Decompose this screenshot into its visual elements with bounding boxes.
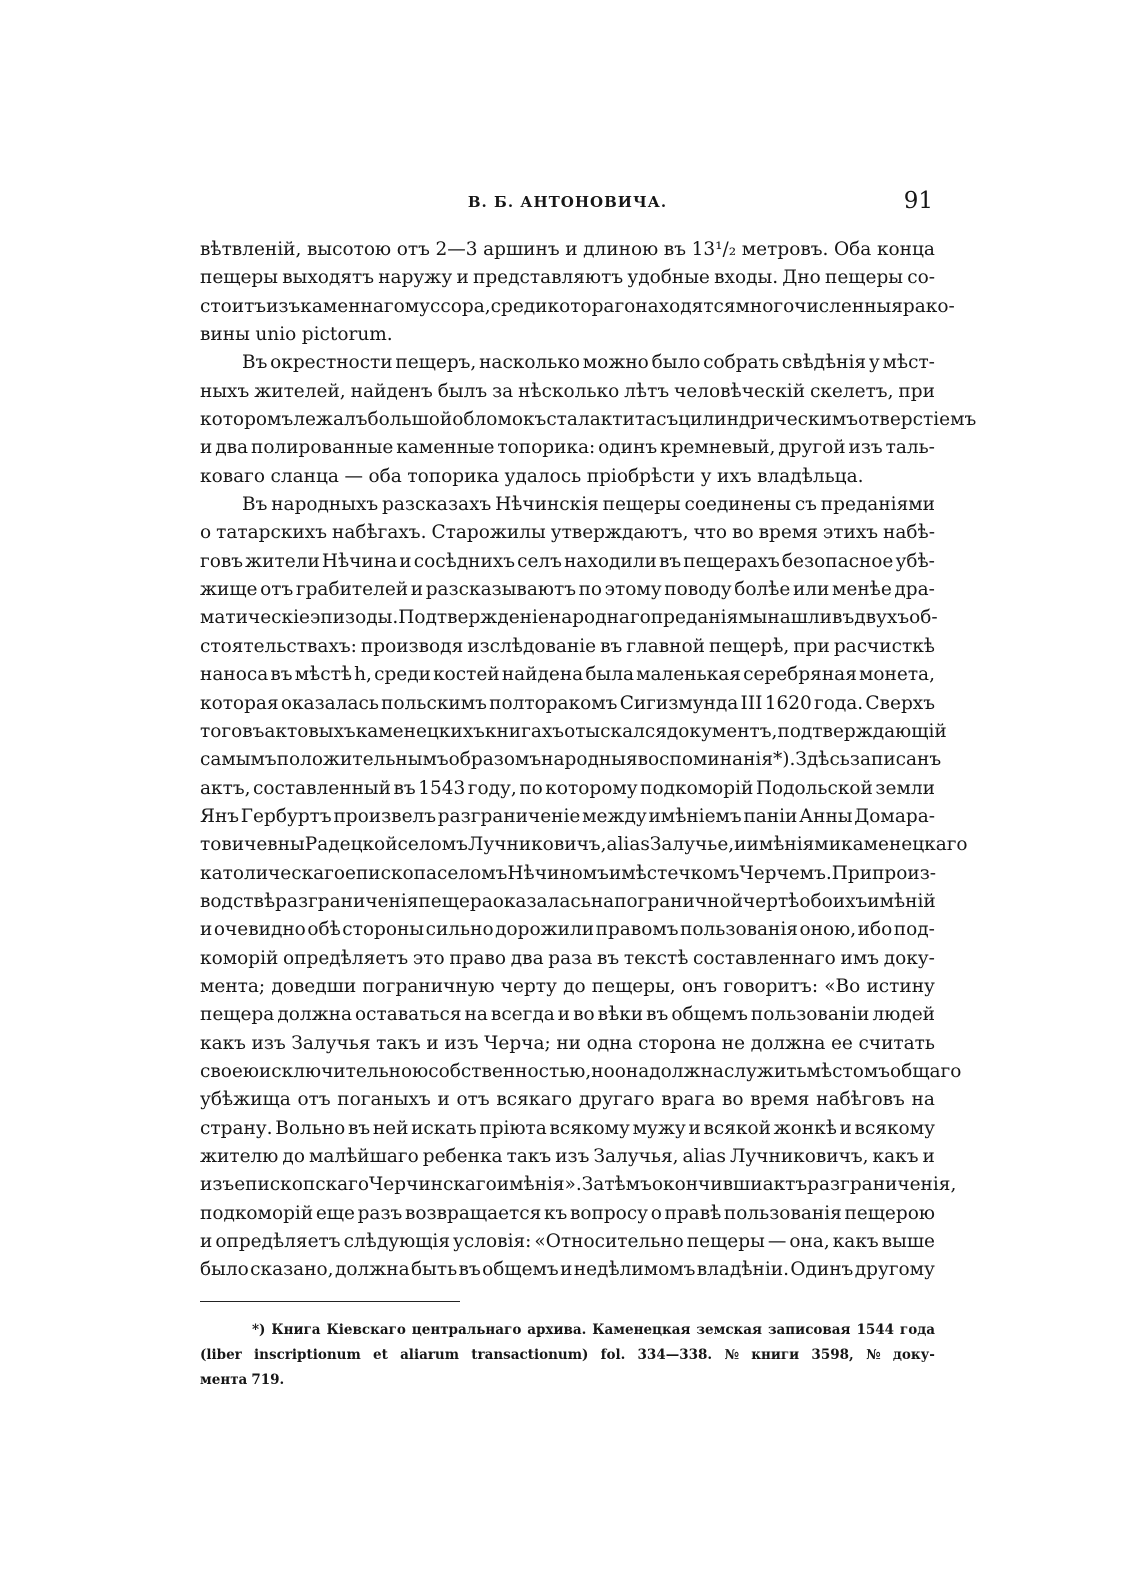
footnote-line: *) Книга Кіевскаго центральнаго архива. Каменецкая земская записовая 1544 года bbox=[252, 1322, 935, 1338]
text-line: говъ жители Нѣчина и сосѣднихъ селъ находили въ пещерахъ безопасное убѣ- bbox=[200, 550, 935, 572]
text-line: какъ изъ Залучья такъ и изъ Черча; ни одна сторона не должна ее считать bbox=[200, 1032, 935, 1054]
text-line: о татарскихъ набѣгахъ. Старожилы утверждаютъ, что во время этихъ набѣ- bbox=[200, 522, 935, 544]
body-text bbox=[200, 236, 977, 1285]
text-line: убѣжища отъ поганыхъ и отъ всякаго другаго врага во время набѣговъ на bbox=[200, 1089, 935, 1111]
text-line: стоитъ изъ каменнаго муссора, среди котораго находятся многочисленныя рако- bbox=[200, 295, 955, 317]
footnote bbox=[200, 1318, 935, 1393]
text-line: Въ окрестности пещеръ, насколько можно было собрать свѣдѣнія у мѣст- bbox=[242, 352, 935, 374]
text-line: изъ епископскаго Черчинскаго имѣнія». Затѣмъ окончивши актъ разграниченія, bbox=[200, 1174, 957, 1196]
page-number: 91 bbox=[903, 188, 933, 214]
text-line: товичевны Радецкой селомъ Лучниковичъ, alias Залучье, и имѣніями каменецкаго bbox=[200, 834, 968, 856]
footnote-line: (liber inscriptionum et aliarum transactionum) fol. 334—338. № книги 3598, № доку- bbox=[200, 1347, 935, 1363]
text-line: самымъ положительнымъ образомъ народныя воспоминанія *). Здѣсь записанъ bbox=[200, 749, 942, 771]
text-line: католическаго епископа селомъ Нѣчиномъ и мѣстечкомъ Черчемъ. При произ- bbox=[200, 862, 937, 884]
text-line: актъ, составленный въ 1543 году, по которому подкоморій Подольской земли bbox=[200, 777, 935, 799]
footnote-line: мента 719. bbox=[200, 1372, 285, 1388]
text-line: Янъ Гербуртъ произвелъ разграниченіе между имѣніемъ паніи Анны Домара- bbox=[200, 805, 935, 827]
text-line: вѣтвленій, высотою отъ 2—3 аршинъ и длиною въ 13¹/₂ метровъ. Оба конца bbox=[200, 239, 935, 260]
running-title: В. Б. АНТОНОВИЧА. bbox=[467, 193, 668, 211]
text-line: и очевидно обѣ стороны сильно дорожили правомъ пользованія оною, ибо под- bbox=[200, 919, 935, 941]
text-line: и опредѣляетъ слѣдующія условія: «Относительно пещеры — она, какъ выше bbox=[200, 1231, 935, 1253]
running-header bbox=[200, 188, 935, 216]
text-line: матическіе эпизоды. Подтвержденіе народнаго преданія мы нашли въ двухъ об- bbox=[200, 607, 938, 629]
text-line: коваго сланца — оба топорика удалось пріобрѣсти у ихъ владѣльца. bbox=[200, 465, 864, 487]
text-line: мента; доведши пограничную черту до пещеры, онъ говоритъ: «Во истину bbox=[200, 975, 935, 997]
text-line: которая оказалась польскимъ полторакомъ Сигизмунда III 1620 года. Сверхъ bbox=[200, 692, 935, 714]
footnote-rule bbox=[200, 1301, 460, 1302]
text-line: которомъ лежалъ большой обломокъ сталактита съ цилиндрическимъ отверстіемъ bbox=[200, 409, 977, 431]
text-line: Въ народныхъ разсказахъ Нѣчинскія пещеры соединены съ преданіями bbox=[242, 494, 935, 516]
text-line: ныхъ жителей, найденъ былъ за нѣсколько лѣтъ человѣческій скелетъ, при bbox=[200, 380, 935, 402]
text-line: коморій опредѣляетъ это право два раза въ текстѣ составленнаго имъ доку- bbox=[200, 947, 935, 969]
text-line: стоятельствахъ: производя изслѣдованіе въ главной пещерѣ, при расчисткѣ bbox=[200, 635, 935, 657]
text-line: пещеры выходятъ наружу и представляютъ удобные входы. Дно пещеры со- bbox=[200, 267, 935, 289]
text-line: подкоморій еще разъ возвращается къ вопросу о правѣ пользованія пещерою bbox=[200, 1202, 935, 1224]
text-line: страну. Вольно въ ней искать пріюта всякому мужу и всякой жонкѣ и всякому bbox=[200, 1117, 935, 1139]
text-line: вины unio pictorum. bbox=[200, 324, 393, 346]
text-line: и два полированные каменные топорика: одинъ кремневый, другой изъ таль- bbox=[200, 437, 935, 459]
text-line: было сказано, должна быть въ общемъ и недѣлимомъ владѣніи. Одинъ другому bbox=[200, 1259, 935, 1281]
text-line: жителю до малѣйшаго ребенка такъ изъ Залучья, alias Лучниковичъ, какъ и bbox=[200, 1146, 935, 1167]
text-line: водствѣ разграниченія пещера оказалась на пограничной чертѣ обоихъ имѣній bbox=[200, 890, 936, 912]
text-line: того въ актовыхъ каменецкихъ книгахъ отыскался документъ, подтверждающій bbox=[200, 720, 947, 742]
text-line: своею исключительною собственностью, но она должна служить мѣстомъ общаго bbox=[200, 1060, 962, 1082]
text-line: жище отъ грабителей и разсказываютъ по этому поводу болѣе или менѣе дра- bbox=[200, 579, 935, 601]
text-line: наноса въ мѣстѣ h, среди костей найдена была маленькая серебряная монета, bbox=[200, 664, 935, 686]
text-line: пещера должна оставаться на всегда и во вѣки въ общемъ пользованіи людей bbox=[200, 1004, 935, 1026]
